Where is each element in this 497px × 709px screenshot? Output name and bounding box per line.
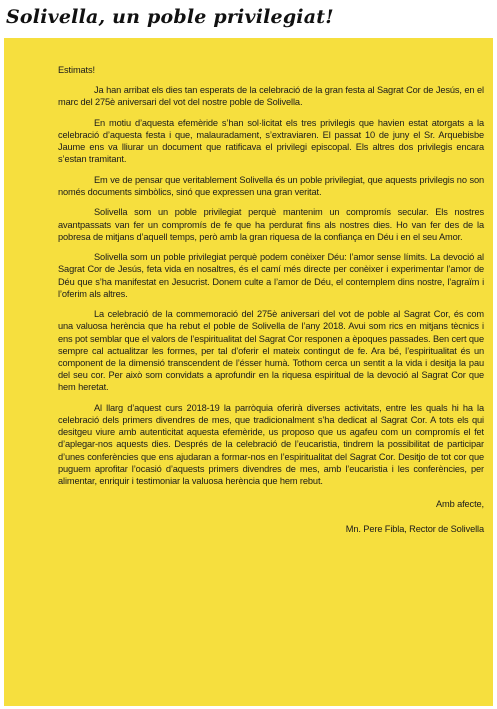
signature-line: Mn. Pere Fibla, Rector de Solivella bbox=[345, 524, 484, 535]
letter-panel bbox=[4, 38, 493, 706]
greeting: Estimats! bbox=[58, 65, 95, 75]
page-title: Solivella, un poble privilegiat! bbox=[6, 6, 334, 28]
paragraph-4: Solivella som un poble privilegiat perquè mantenim un compromís secular. Els nostres avantpassats van fer un compromís de fe que ha perdurat fins als nostres dies. Ho van fer des de la pobresa de mitjans d’aquell temps, però amb la gran riquesa de la confiança en Déu i en el seu Amor. bbox=[58, 207, 484, 242]
closing-line: Amb afecte, bbox=[435, 499, 484, 510]
paragraph-7: Al llarg d’aquest curs 2018-19 la parròquia oferirà diverses activitats, entre les quals hi ha la celebració dels primers divendres de mes, que tradicionalment s’ha dedicat al Sagrat Cor. A tots els qui desitgeu viure amb autenticitat aquesta efemèride, us proposo que us agafeu com un compromís el fet d’aplegar-nos aquests dies. Després de la celebració de l’eucaristia, tindrem la possibilitat de participar d’unes conferències que ens ajudaran a formar-nos en l’espiritualitat del Sagrat Cor. Desitjo de tot cor que puguem aprofitar l’ocasió d’aquests primers divendres de mes, amb l’eucaristia i les conferències, per alimentar, enriquir i testimoniar la valuosa herència que hem rebut. bbox=[58, 402, 484, 487]
paragraph-1: Ja han arribat els dies tan esperats de la celebració de la gran festa al Sagrat Cor de Jesús, en el marc del 275è aniversari del vot del nostre poble de Solivella. bbox=[58, 85, 484, 108]
paragraph-5: Solivella som un poble privilegiat perquè podem conèixer Déu: l’amor sense límits. La devoció al Sagrat Cor de Jesús, feta vida en nosaltres, és el camí més directe per conèixer i experimentar l’amor de Déu que s’ha manifestat en Jesucrist. Donem culte a l’amor de Déu, el contemplem dins nostre, l’agraïm i l’oferim als altres. bbox=[58, 252, 484, 299]
paragraph-3: Em ve de pensar que veritablement Solivella és un poble privilegiat, que aquests privilegis no son només documents simbòlics, sinó que expressen una gran veritat. bbox=[58, 174, 484, 197]
paragraph-2: En motiu d’aquesta efemèride s’han sol·licitat els tres privilegis que havien estat atorgats a la celebració d’aquesta festa i que, malauradament, s’extraviaren. El passat 10 de juny el Sr. Arquebisbe Jaume ens va lliurar un document que ratificava el privilegi episcopal. Els altres dos privilegis encara s’estan tramitant. bbox=[58, 117, 484, 165]
paragraph-6: La celebració de la commemoració del 275è aniversari del vot de poble al Sagrat Cor, és com una valuosa herència que ha rebut el poble de Solivella de l’any 2018. Avui som rics en mitjans tècnics i ens pot semblar que el valors de l’espiritualitat del Sagrat Cor responen a èpoques passades. Ben cert que sempre cal actualitzar les formes, per tal d’oferir el mateix contingut de fe. Ara bé, l’espiritualitat és un component de la dimensió transcendent de l’ésser humà. Tothom cerca un sentit a la vida i desitja la pau del seu cor. Per això som convidats a aprofundir en la riquesa espiritual de la devoció al Sagrat Cor que hem heretat. bbox=[58, 309, 484, 393]
